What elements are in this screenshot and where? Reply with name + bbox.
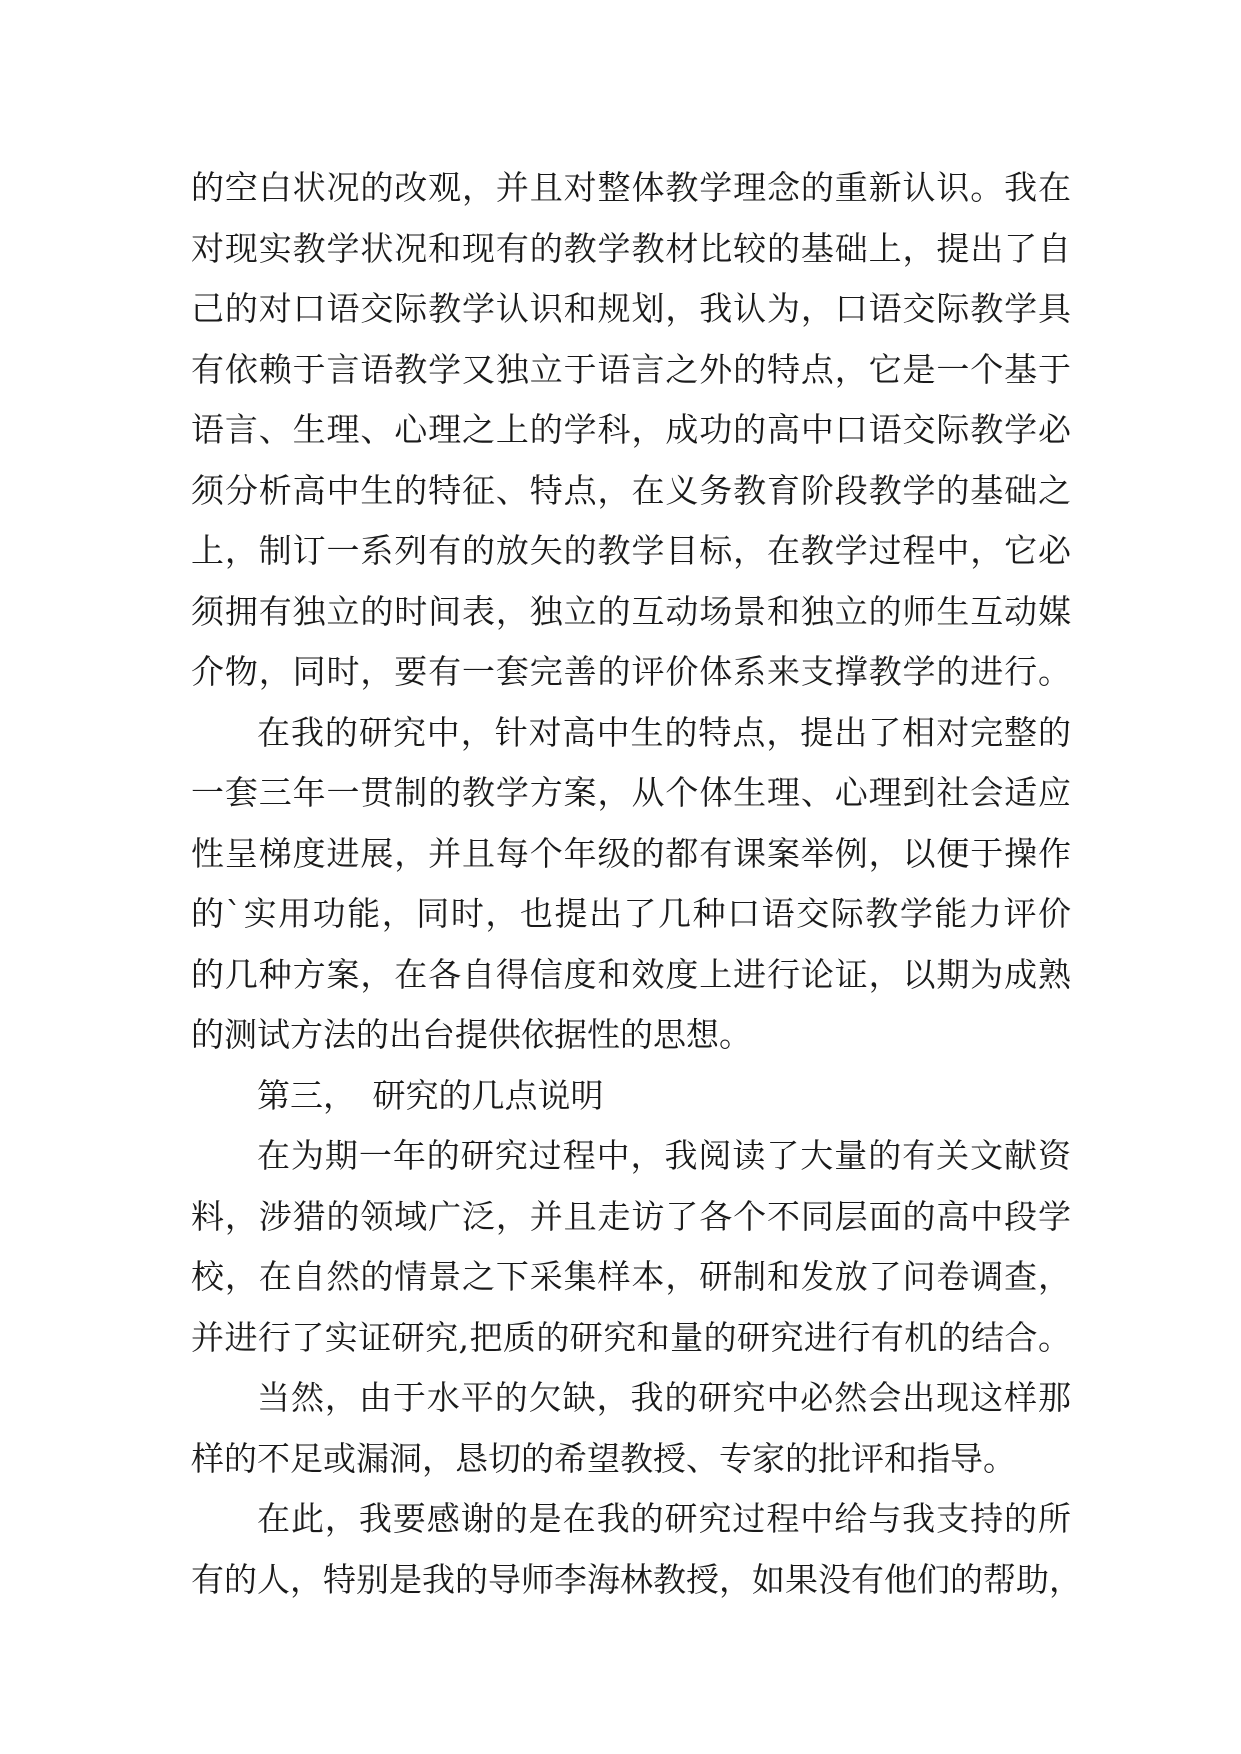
paragraph-first-line: 在我的研究中，针对高中生的特点，提出了相对完整的 (257, 712, 1071, 752)
text-line: 己的对口语交际教学认识和规划，我认为，口语交际教学具 (191, 289, 1071, 328)
text-line: 的测试方法的出台提供依据性的思想。 (191, 1015, 752, 1054)
text-line: 的空白状况的改观，并且对整体教学理念的重新认识。我在 (191, 168, 1071, 207)
text-line: 须拥有独立的时间表，独立的互动场景和独立的师生互动媒 (191, 591, 1071, 631)
text-line: 须分析高中生的特征、特点，在义务教育阶段教学的基础之 (191, 470, 1071, 510)
text-line: 校，在自然的情景之下采集样本，研制和发放了问卷调查， (191, 1257, 1071, 1296)
text-line: 有的人，特别是我的导师李海林教授，如果没有他们的帮助， (191, 1559, 1082, 1599)
text-line: 料，涉猎的领域广泛，并且走访了各个不同层面的高中段学 (191, 1196, 1071, 1236)
text-line: 一套三年一贯制的教学方案，从个体生理、心理到社会适应 (191, 773, 1071, 812)
paragraph-first-line: 在此，我要感谢的是在我的研究过程中给与我支持的所 (257, 1499, 1071, 1538)
text-line: 性呈梯度进展，并且每个年级的都有课案举例，以便于操作 (191, 833, 1071, 873)
text-line: 样的不足或漏洞，恳切的希望教授、专家的批评和指导。 (191, 1438, 1016, 1478)
body-text (191, 158, 1082, 1610)
text-line: 对现实教学状况和现有的教学教材比较的基础上，提出了自 (191, 228, 1071, 268)
text-line: 并进行了实证研究,把质的研究和量的研究进行有机的结合。 (191, 1317, 1071, 1357)
text-line: 上，制订一系列有的放矢的教学目标，在教学过程中，它必 (191, 531, 1071, 570)
text-line: 语言、生理、心理之上的学科，成功的高中口语交际教学必 (191, 410, 1071, 449)
text-line: 的几种方案，在各自得信度和效度上进行论证，以期为成熟 (191, 954, 1071, 994)
paragraph-first-line: 在为期一年的研究过程中，我阅读了大量的有关文献资 (257, 1136, 1071, 1175)
text-line: 的`实用功能，同时，也提出了几种口语交际教学能力评价 (191, 894, 1071, 933)
text-line: 有依赖于言语教学又独立于语言之外的特点，它是一个基于 (191, 349, 1071, 389)
text-line: 介物，同时，要有一套完善的评价体系来支撑教学的进行。 (191, 652, 1071, 691)
paragraph-first-line: 当然，由于水平的欠缺，我的研究中必然会出现这样那 (257, 1378, 1071, 1417)
section-heading: 第三， 研究的几点说明 (257, 1075, 604, 1115)
